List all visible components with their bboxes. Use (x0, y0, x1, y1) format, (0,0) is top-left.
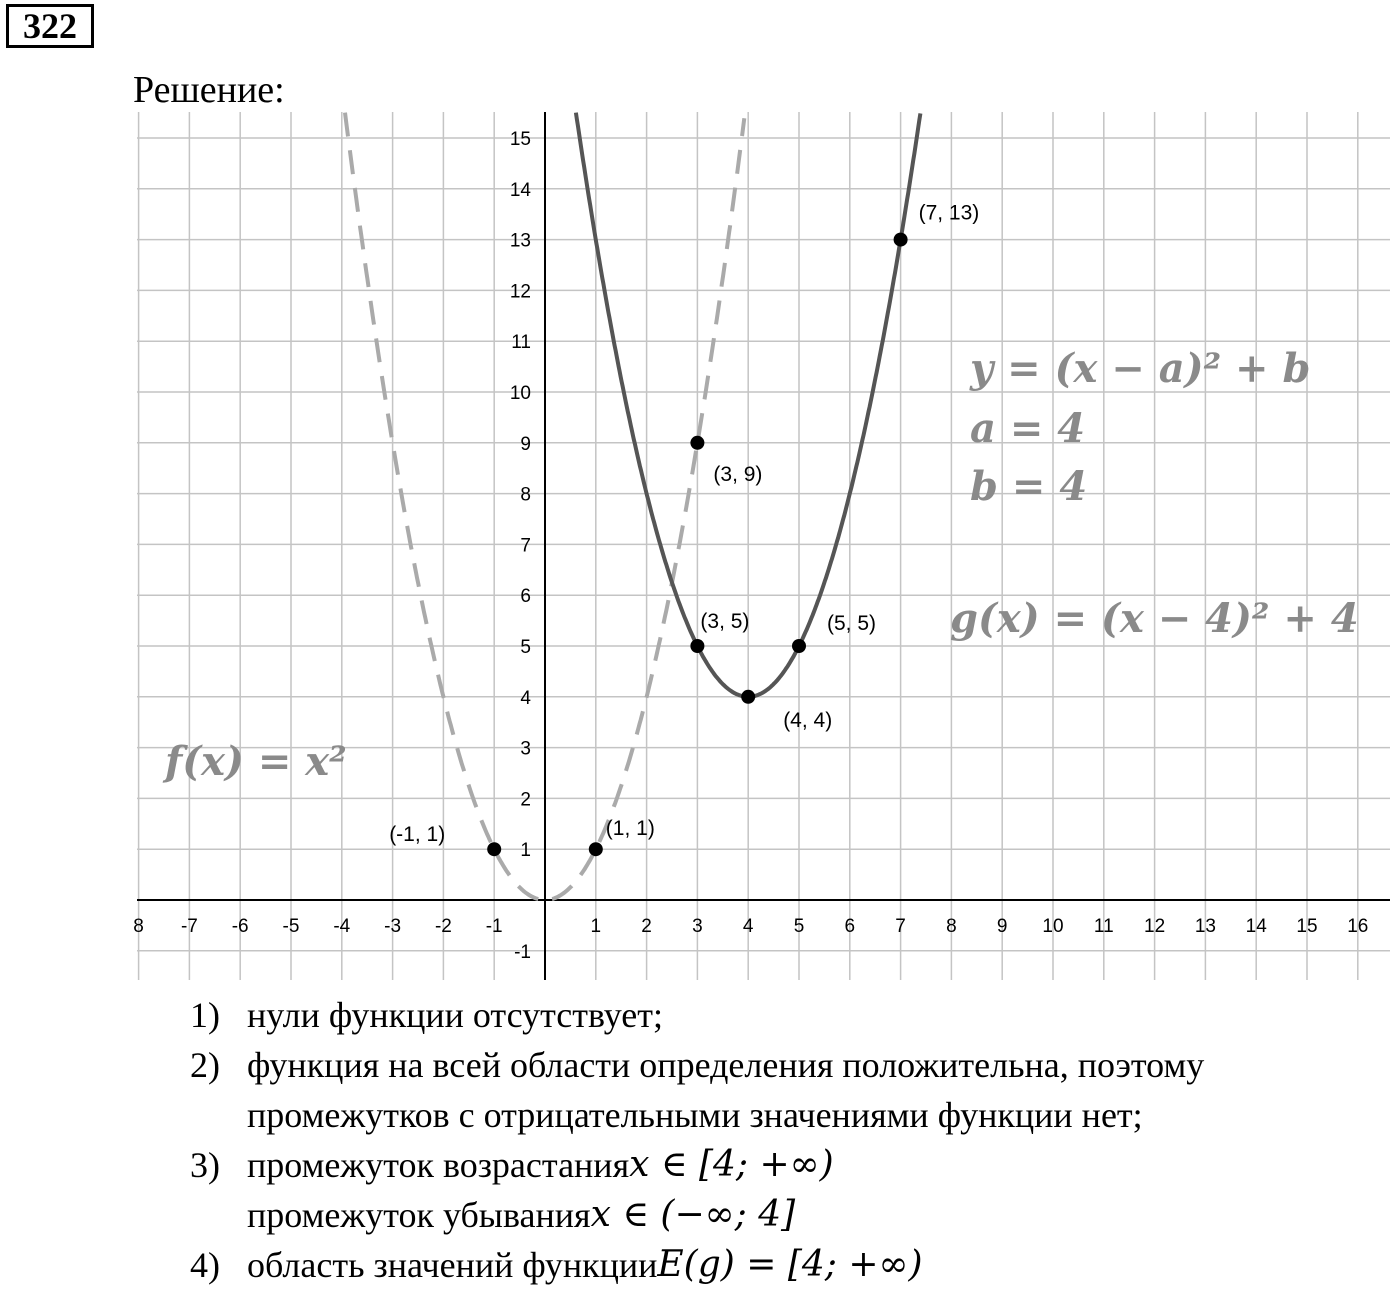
answer-item-3 (190, 1140, 1395, 1190)
data-point (741, 690, 755, 704)
data-point (690, 436, 704, 450)
x-tick-label: 8 (946, 916, 957, 937)
item-text: промежуток убывания (247, 1195, 591, 1235)
x-tick-label: -3 (384, 916, 402, 937)
item-text: промежутков с отрицательными значениями функции нет; (247, 1095, 1143, 1135)
x-tick-label: 13 (1194, 916, 1216, 937)
y-tick-label: 4 (520, 687, 531, 709)
x-tick-label: -7 (180, 916, 198, 937)
x-tick-label: -1 (485, 916, 503, 937)
x-tick-label: 4 (742, 916, 754, 937)
x-tick-label: 3 (692, 916, 703, 937)
y-tick-label: 13 (509, 230, 531, 252)
point-label: (4, 4) (783, 708, 833, 732)
y-tick-label: 15 (509, 129, 531, 150)
point-label: (3, 5) (700, 610, 750, 633)
x-tick-label: 2 (641, 916, 652, 937)
point-label: (5, 5) (827, 612, 877, 635)
item-text: область значений функции (247, 1245, 658, 1285)
y-tick-label: 6 (520, 586, 531, 608)
item-text: функция на всей области определения положительна, поэтому (247, 1045, 1205, 1085)
x-tick-label: 12 (1144, 916, 1166, 937)
x-tick-label: -4 (333, 916, 351, 937)
y-tick-label: 5 (520, 637, 531, 658)
point-label: (1, 1) (605, 817, 655, 841)
item-number: 4) (190, 1245, 220, 1285)
problem-number: 322 (6, 4, 94, 48)
x-tick-label: 9 (996, 916, 1008, 937)
y-tick-label: 11 (511, 332, 531, 354)
answer-item-2-continuation (190, 1090, 1395, 1140)
f-formula: f(x) = x² (165, 738, 347, 785)
answer-item-3-continuation (190, 1190, 1395, 1240)
item-math: x ∈ [4; +∞) (629, 1144, 834, 1185)
point-label: (3, 9) (713, 462, 763, 486)
x-tick-label: 15 (1296, 916, 1318, 937)
item-number: 2) (190, 1045, 220, 1085)
answer-item-4 (190, 1240, 1395, 1290)
a-value: a = 4 (970, 405, 1086, 452)
data-point (894, 233, 908, 247)
grid (137, 112, 1390, 980)
y-tick-label: 3 (520, 738, 531, 760)
y-tick-label: 14 (509, 179, 531, 201)
b-value: b = 4 (970, 463, 1088, 510)
point-label: (7, 13) (918, 201, 980, 225)
answer-item-2 (190, 1040, 1395, 1090)
y-tick-label: 1 (520, 840, 531, 862)
x-tick-label: 10 (1042, 916, 1064, 937)
y-tick-label: 12 (509, 281, 531, 303)
data-point (487, 842, 501, 856)
x-tick-label: 16 (1347, 916, 1369, 937)
data-point (690, 639, 704, 653)
data-point (589, 842, 603, 856)
x-tick-label: -5 (282, 916, 300, 937)
x-tick-label: 1 (590, 916, 602, 937)
x-tick-label: 7 (895, 916, 906, 937)
x-tick-label: -6 (231, 916, 249, 937)
x-tick-label: 14 (1245, 916, 1267, 937)
x-tick-label: 11 (1093, 916, 1114, 937)
y-tick-label: 8 (520, 484, 531, 506)
y-tick-label: 2 (520, 789, 531, 811)
x-tick-label: 8 (133, 916, 144, 937)
y-tick-label: 9 (520, 433, 531, 455)
item-math: E(g) = [4; +∞) (657, 1244, 923, 1285)
item-math: x ∈ (−∞; 4] (590, 1194, 796, 1235)
item-text: промежуток возрастания (247, 1145, 630, 1185)
item-text: нули функции отсутствует; (247, 995, 663, 1035)
curves (345, 113, 920, 900)
x-tick-label: -2 (434, 916, 452, 937)
g-formula: g(x) = (x − 4)² + 4 (950, 595, 1359, 642)
y-tick-label: 10 (509, 383, 531, 404)
x-tick-label: 6 (844, 916, 856, 937)
x-tick-label: 5 (793, 916, 805, 937)
solution-heading: Решение: (133, 69, 285, 111)
y-tick-label: -1 (514, 941, 531, 963)
y-tick-label: 7 (520, 535, 531, 557)
answer-list (190, 990, 1395, 1290)
answer-item-1 (190, 990, 1395, 1040)
tick-labels (133, 129, 1368, 963)
item-number: 3) (190, 1145, 220, 1185)
general-formula: y = (x − a)² + b (970, 345, 1311, 392)
data-point (792, 639, 806, 653)
point-label: (-1, 1) (389, 823, 446, 847)
item-number: 1) (190, 995, 220, 1035)
